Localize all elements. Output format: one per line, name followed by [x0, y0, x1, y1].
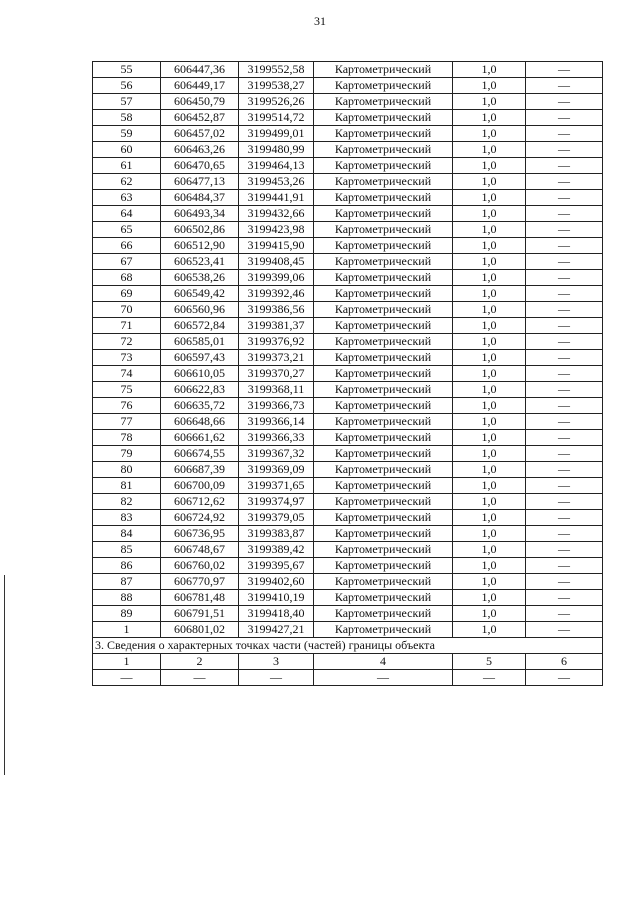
description-cell: —	[526, 590, 603, 606]
table-row	[93, 350, 603, 366]
x-coordinate-cell: 606449,17	[161, 78, 239, 94]
table-row	[93, 590, 603, 606]
point-number-cell: 71	[93, 318, 161, 334]
table-row	[93, 222, 603, 238]
table-row	[93, 494, 603, 510]
accuracy-cell: 1,0	[453, 110, 526, 126]
point-number-cell: 78	[93, 430, 161, 446]
accuracy-cell: 1,0	[453, 174, 526, 190]
method-cell: Картометрический	[314, 286, 453, 302]
section-3-header-row	[93, 654, 603, 670]
point-number-cell: 82	[93, 494, 161, 510]
x-coordinate-cell: 606549,42	[161, 286, 239, 302]
method-cell: Картометрический	[314, 622, 453, 638]
description-cell: —	[526, 174, 603, 190]
section-3-col-number: 3	[239, 654, 314, 670]
x-coordinate-cell: 606770,97	[161, 574, 239, 590]
accuracy-cell: 1,0	[453, 238, 526, 254]
section-3-title: 3. Сведения о характерных точках части (частей) границы объекта	[93, 638, 603, 654]
point-number-cell: 75	[93, 382, 161, 398]
description-cell: —	[526, 574, 603, 590]
description-cell: —	[526, 462, 603, 478]
table-row	[93, 254, 603, 270]
description-cell: —	[526, 78, 603, 94]
method-cell: Картометрический	[314, 382, 453, 398]
margin-line	[4, 575, 5, 775]
point-number-cell: 66	[93, 238, 161, 254]
x-coordinate-cell: 606470,65	[161, 158, 239, 174]
y-coordinate-cell: 3199402,60	[239, 574, 314, 590]
point-number-cell: 69	[93, 286, 161, 302]
x-coordinate-cell: 606661,62	[161, 430, 239, 446]
accuracy-cell: 1,0	[453, 126, 526, 142]
table-row	[93, 238, 603, 254]
method-cell: Картометрический	[314, 350, 453, 366]
x-coordinate-cell: 606538,26	[161, 270, 239, 286]
x-coordinate-cell: 606791,51	[161, 606, 239, 622]
point-number-cell: 64	[93, 206, 161, 222]
y-coordinate-cell: 3199552,58	[239, 62, 314, 78]
method-cell: Картометрический	[314, 158, 453, 174]
method-cell: Картометрический	[314, 206, 453, 222]
description-cell: —	[526, 286, 603, 302]
method-cell: Картометрический	[314, 270, 453, 286]
table-row	[93, 510, 603, 526]
point-number-cell: 60	[93, 142, 161, 158]
description-cell: —	[526, 366, 603, 382]
section-3-col-number: 1	[93, 654, 161, 670]
y-coordinate-cell: 3199367,32	[239, 446, 314, 462]
table-row	[93, 334, 603, 350]
accuracy-cell: 1,0	[453, 350, 526, 366]
description-cell: —	[526, 302, 603, 318]
x-coordinate-cell: 606700,09	[161, 478, 239, 494]
empty-cell: —	[526, 670, 603, 686]
point-number-cell: 55	[93, 62, 161, 78]
table-row	[93, 430, 603, 446]
section-3-block	[93, 638, 603, 686]
point-number-cell: 59	[93, 126, 161, 142]
y-coordinate-cell: 3199410,19	[239, 590, 314, 606]
x-coordinate-cell: 606687,39	[161, 462, 239, 478]
x-coordinate-cell: 606801,02	[161, 622, 239, 638]
section-3-title-row	[93, 638, 603, 654]
x-coordinate-cell: 606447,36	[161, 62, 239, 78]
x-coordinate-cell: 606760,02	[161, 558, 239, 574]
x-coordinate-cell: 606512,90	[161, 238, 239, 254]
y-coordinate-cell: 3199371,65	[239, 478, 314, 494]
point-number-cell: 73	[93, 350, 161, 366]
method-cell: Картометрический	[314, 142, 453, 158]
y-coordinate-cell: 3199427,21	[239, 622, 314, 638]
accuracy-cell: 1,0	[453, 334, 526, 350]
method-cell: Картометрический	[314, 446, 453, 462]
page-number: 31	[314, 14, 326, 28]
accuracy-cell: 1,0	[453, 558, 526, 574]
description-cell: —	[526, 558, 603, 574]
description-cell: —	[526, 142, 603, 158]
y-coordinate-cell: 3199383,87	[239, 526, 314, 542]
description-cell: —	[526, 606, 603, 622]
accuracy-cell: 1,0	[453, 286, 526, 302]
description-cell: —	[526, 414, 603, 430]
table-row	[93, 174, 603, 190]
accuracy-cell: 1,0	[453, 62, 526, 78]
method-cell: Картометрический	[314, 366, 453, 382]
method-cell: Картометрический	[314, 590, 453, 606]
table-row	[93, 542, 603, 558]
point-number-cell: 83	[93, 510, 161, 526]
y-coordinate-cell: 3199376,92	[239, 334, 314, 350]
method-cell: Картометрический	[314, 334, 453, 350]
accuracy-cell: 1,0	[453, 318, 526, 334]
point-number-cell: 86	[93, 558, 161, 574]
table-row	[93, 190, 603, 206]
accuracy-cell: 1,0	[453, 158, 526, 174]
table-row	[93, 366, 603, 382]
x-coordinate-cell: 606648,66	[161, 414, 239, 430]
accuracy-cell: 1,0	[453, 590, 526, 606]
accuracy-cell: 1,0	[453, 478, 526, 494]
point-number-cell: 61	[93, 158, 161, 174]
accuracy-cell: 1,0	[453, 510, 526, 526]
x-coordinate-cell: 606452,87	[161, 110, 239, 126]
accuracy-cell: 1,0	[453, 414, 526, 430]
x-coordinate-cell: 606610,05	[161, 366, 239, 382]
x-coordinate-cell: 606585,01	[161, 334, 239, 350]
description-cell: —	[526, 446, 603, 462]
accuracy-cell: 1,0	[453, 270, 526, 286]
accuracy-cell: 1,0	[453, 302, 526, 318]
y-coordinate-cell: 3199373,21	[239, 350, 314, 366]
y-coordinate-cell: 3199381,37	[239, 318, 314, 334]
point-number-cell: 67	[93, 254, 161, 270]
description-cell: —	[526, 158, 603, 174]
x-coordinate-cell: 606597,43	[161, 350, 239, 366]
accuracy-cell: 1,0	[453, 622, 526, 638]
x-coordinate-cell: 606493,34	[161, 206, 239, 222]
table-row	[93, 606, 603, 622]
accuracy-cell: 1,0	[453, 462, 526, 478]
table-row	[93, 462, 603, 478]
table-row	[93, 398, 603, 414]
table-row	[93, 302, 603, 318]
table-row	[93, 78, 603, 94]
point-number-cell: 79	[93, 446, 161, 462]
description-cell: —	[526, 334, 603, 350]
table-row	[93, 526, 603, 542]
point-number-cell: 57	[93, 94, 161, 110]
point-number-cell: 88	[93, 590, 161, 606]
point-number-cell: 76	[93, 398, 161, 414]
coordinates-table	[92, 61, 603, 686]
table-row	[93, 62, 603, 78]
table-row	[93, 622, 603, 638]
coordinates-table-body	[93, 62, 603, 638]
method-cell: Картометрический	[314, 398, 453, 414]
accuracy-cell: 1,0	[453, 206, 526, 222]
accuracy-cell: 1,0	[453, 190, 526, 206]
point-number-cell: 70	[93, 302, 161, 318]
method-cell: Картометрический	[314, 526, 453, 542]
y-coordinate-cell: 3199423,98	[239, 222, 314, 238]
description-cell: —	[526, 478, 603, 494]
point-number-cell: 58	[93, 110, 161, 126]
table-row	[93, 574, 603, 590]
method-cell: Картометрический	[314, 606, 453, 622]
x-coordinate-cell: 606622,83	[161, 382, 239, 398]
y-coordinate-cell: 3199418,40	[239, 606, 314, 622]
accuracy-cell: 1,0	[453, 606, 526, 622]
x-coordinate-cell: 606736,95	[161, 526, 239, 542]
accuracy-cell: 1,0	[453, 574, 526, 590]
point-number-cell: 77	[93, 414, 161, 430]
method-cell: Картометрический	[314, 190, 453, 206]
x-coordinate-cell: 606484,37	[161, 190, 239, 206]
x-coordinate-cell: 606635,72	[161, 398, 239, 414]
method-cell: Картометрический	[314, 302, 453, 318]
description-cell: —	[526, 190, 603, 206]
y-coordinate-cell: 3199538,27	[239, 78, 314, 94]
accuracy-cell: 1,0	[453, 494, 526, 510]
y-coordinate-cell: 3199441,91	[239, 190, 314, 206]
table-row	[93, 126, 603, 142]
point-number-cell: 56	[93, 78, 161, 94]
x-coordinate-cell: 606781,48	[161, 590, 239, 606]
point-number-cell: 84	[93, 526, 161, 542]
method-cell: Картометрический	[314, 558, 453, 574]
accuracy-cell: 1,0	[453, 254, 526, 270]
description-cell: —	[526, 398, 603, 414]
table-row	[93, 414, 603, 430]
table-row	[93, 478, 603, 494]
x-coordinate-cell: 606477,13	[161, 174, 239, 190]
accuracy-cell: 1,0	[453, 542, 526, 558]
x-coordinate-cell: 606712,62	[161, 494, 239, 510]
point-number-cell: 80	[93, 462, 161, 478]
method-cell: Картометрический	[314, 126, 453, 142]
section-3-col-number: 6	[526, 654, 603, 670]
x-coordinate-cell: 606572,84	[161, 318, 239, 334]
accuracy-cell: 1,0	[453, 526, 526, 542]
empty-cell: —	[314, 670, 453, 686]
x-coordinate-cell: 606724,92	[161, 510, 239, 526]
table-row	[93, 286, 603, 302]
method-cell: Картометрический	[314, 254, 453, 270]
y-coordinate-cell: 3199432,66	[239, 206, 314, 222]
y-coordinate-cell: 3199366,73	[239, 398, 314, 414]
x-coordinate-cell: 606457,02	[161, 126, 239, 142]
table-row	[93, 382, 603, 398]
method-cell: Картометрический	[314, 318, 453, 334]
empty-cell: —	[453, 670, 526, 686]
method-cell: Картометрический	[314, 62, 453, 78]
description-cell: —	[526, 494, 603, 510]
section-3-col-number: 5	[453, 654, 526, 670]
description-cell: —	[526, 542, 603, 558]
table-row	[93, 110, 603, 126]
point-number-cell: 87	[93, 574, 161, 590]
accuracy-cell: 1,0	[453, 382, 526, 398]
table-row	[93, 94, 603, 110]
empty-cell: —	[239, 670, 314, 686]
y-coordinate-cell: 3199399,06	[239, 270, 314, 286]
table-row	[93, 142, 603, 158]
point-number-cell: 65	[93, 222, 161, 238]
method-cell: Картометрический	[314, 478, 453, 494]
description-cell: —	[526, 62, 603, 78]
method-cell: Картометрический	[314, 510, 453, 526]
x-coordinate-cell: 606463,26	[161, 142, 239, 158]
y-coordinate-cell: 3199370,27	[239, 366, 314, 382]
accuracy-cell: 1,0	[453, 142, 526, 158]
description-cell: —	[526, 94, 603, 110]
description-cell: —	[526, 254, 603, 270]
y-coordinate-cell: 3199464,13	[239, 158, 314, 174]
y-coordinate-cell: 3199369,09	[239, 462, 314, 478]
accuracy-cell: 1,0	[453, 94, 526, 110]
table-row	[93, 206, 603, 222]
method-cell: Картометрический	[314, 462, 453, 478]
y-coordinate-cell: 3199395,67	[239, 558, 314, 574]
point-number-cell: 68	[93, 270, 161, 286]
description-cell: —	[526, 126, 603, 142]
y-coordinate-cell: 3199392,46	[239, 286, 314, 302]
accuracy-cell: 1,0	[453, 398, 526, 414]
point-number-cell: 89	[93, 606, 161, 622]
point-number-cell: 1	[93, 622, 161, 638]
accuracy-cell: 1,0	[453, 446, 526, 462]
empty-cell: —	[93, 670, 161, 686]
description-cell: —	[526, 382, 603, 398]
x-coordinate-cell: 606674,55	[161, 446, 239, 462]
method-cell: Картометрический	[314, 222, 453, 238]
description-cell: —	[526, 526, 603, 542]
method-cell: Картометрический	[314, 574, 453, 590]
point-number-cell: 63	[93, 190, 161, 206]
description-cell: —	[526, 350, 603, 366]
section-3-col-number: 2	[161, 654, 239, 670]
point-number-cell: 74	[93, 366, 161, 382]
section-3-col-number: 4	[314, 654, 453, 670]
y-coordinate-cell: 3199408,45	[239, 254, 314, 270]
y-coordinate-cell: 3199526,26	[239, 94, 314, 110]
description-cell: —	[526, 206, 603, 222]
y-coordinate-cell: 3199514,72	[239, 110, 314, 126]
table-row	[93, 270, 603, 286]
method-cell: Картометрический	[314, 238, 453, 254]
x-coordinate-cell: 606560,96	[161, 302, 239, 318]
table-row	[93, 318, 603, 334]
table-row	[93, 558, 603, 574]
description-cell: —	[526, 238, 603, 254]
x-coordinate-cell: 606450,79	[161, 94, 239, 110]
method-cell: Картометрический	[314, 110, 453, 126]
method-cell: Картометрический	[314, 94, 453, 110]
method-cell: Картометрический	[314, 430, 453, 446]
x-coordinate-cell: 606523,41	[161, 254, 239, 270]
method-cell: Картометрический	[314, 494, 453, 510]
y-coordinate-cell: 3199499,01	[239, 126, 314, 142]
accuracy-cell: 1,0	[453, 78, 526, 94]
description-cell: —	[526, 270, 603, 286]
y-coordinate-cell: 3199368,11	[239, 382, 314, 398]
y-coordinate-cell: 3199415,90	[239, 238, 314, 254]
y-coordinate-cell: 3199480,99	[239, 142, 314, 158]
section-3-empty-row	[93, 670, 603, 686]
point-number-cell: 85	[93, 542, 161, 558]
empty-cell: —	[161, 670, 239, 686]
method-cell: Картометрический	[314, 542, 453, 558]
y-coordinate-cell: 3199379,05	[239, 510, 314, 526]
description-cell: —	[526, 510, 603, 526]
description-cell: —	[526, 222, 603, 238]
method-cell: Картометрический	[314, 414, 453, 430]
point-number-cell: 62	[93, 174, 161, 190]
point-number-cell: 72	[93, 334, 161, 350]
y-coordinate-cell: 3199386,56	[239, 302, 314, 318]
description-cell: —	[526, 430, 603, 446]
table-row	[93, 446, 603, 462]
accuracy-cell: 1,0	[453, 430, 526, 446]
method-cell: Картометрический	[314, 78, 453, 94]
accuracy-cell: 1,0	[453, 222, 526, 238]
y-coordinate-cell: 3199453,26	[239, 174, 314, 190]
y-coordinate-cell: 3199389,42	[239, 542, 314, 558]
y-coordinate-cell: 3199374,97	[239, 494, 314, 510]
y-coordinate-cell: 3199366,33	[239, 430, 314, 446]
point-number-cell: 81	[93, 478, 161, 494]
accuracy-cell: 1,0	[453, 366, 526, 382]
description-cell: —	[526, 110, 603, 126]
method-cell: Картометрический	[314, 174, 453, 190]
description-cell: —	[526, 318, 603, 334]
table-row	[93, 158, 603, 174]
description-cell: —	[526, 622, 603, 638]
x-coordinate-cell: 606502,86	[161, 222, 239, 238]
x-coordinate-cell: 606748,67	[161, 542, 239, 558]
y-coordinate-cell: 3199366,14	[239, 414, 314, 430]
